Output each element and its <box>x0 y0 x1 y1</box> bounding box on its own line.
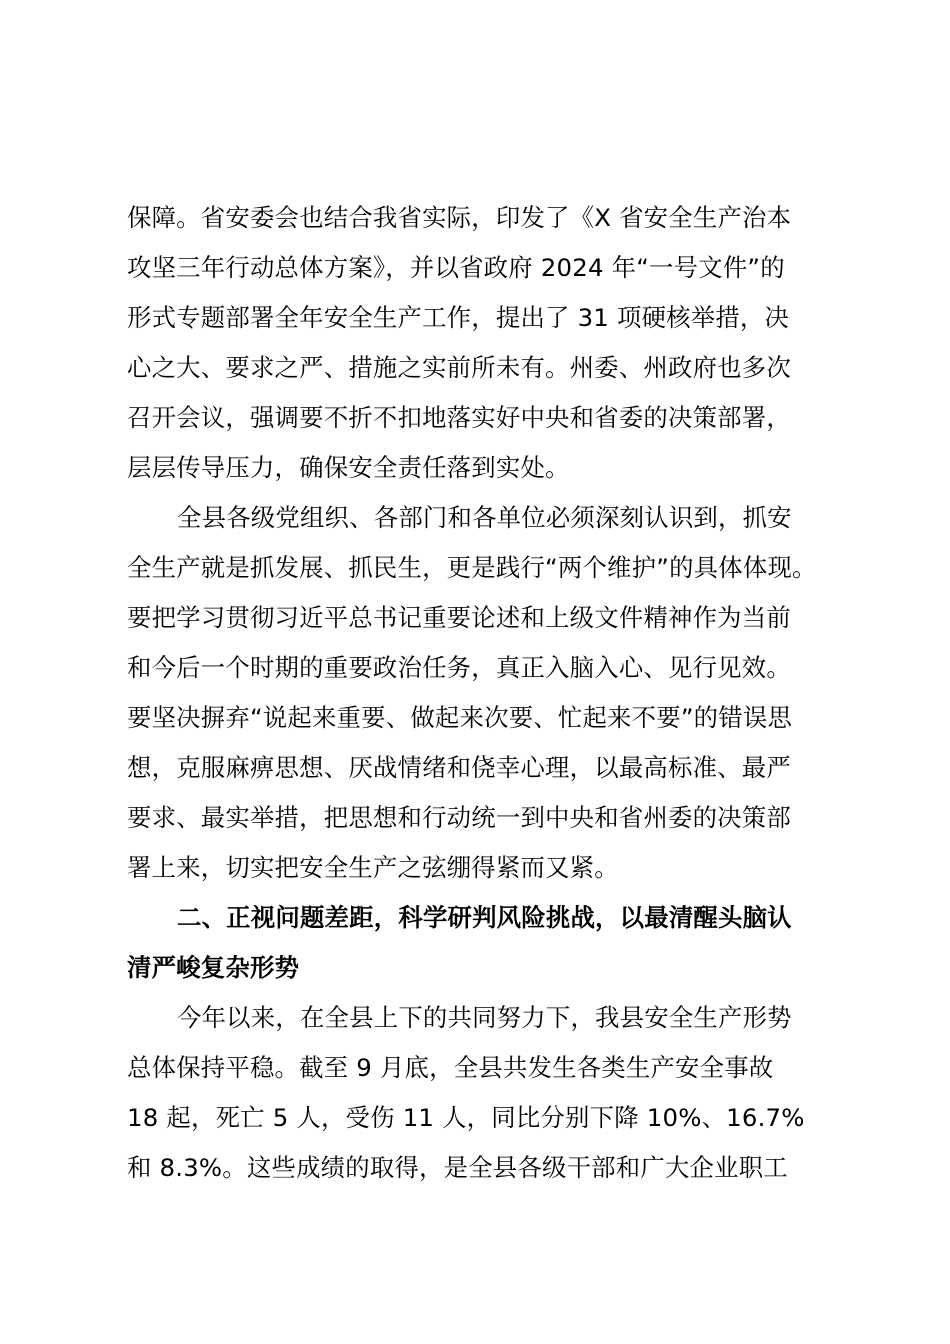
text-line: 全县各级党组织、各部门和各单位必须深刻认识到，抓安 <box>177 503 792 532</box>
text-line: 想，克服麻痹思想、厌战情绪和侥幸心理，以最高标准、最严 <box>127 753 791 782</box>
text-line: 署上来，切实把安全生产之弦绷得紧而又紧。 <box>127 853 619 882</box>
text-line: 和 8.3%。这些成绩的取得，是全县各级干部和广大企业职工 <box>127 1153 788 1182</box>
text-line: 攻坚三年行动总体方案》，并以省政府 2024 年“一号文件”的 <box>127 253 785 282</box>
text-line: 要把学习贯彻习近平总书记重要论述和上级文件精神作为当前 <box>127 603 791 632</box>
heading-line: 二、正视问题差距，科学研判风险挑战，以最清醒头脑认 <box>177 903 792 932</box>
text-line: 和今后一个时期的重要政治任务，真正入脑入心、见行见效。 <box>127 653 791 682</box>
text-line: 保障。省安委会也结合我省实际，印发了《X 省安全生产治本 <box>127 203 792 232</box>
text-line: 层层传导压力，确保安全责任落到实处。 <box>127 453 570 482</box>
section-heading <box>127 893 827 993</box>
text-line: 今年以来，在全县上下的共同努力下，我县安全生产形势 <box>177 1003 792 1032</box>
text-line: 心之大、要求之严、措施之实前所未有。州委、州政府也多次 <box>127 353 791 382</box>
text-line: 总体保持平稳。截至 9 月底，全县共发生各类生产安全事故 <box>127 1053 774 1082</box>
text-line: 形式专题部署全年安全生产工作，提出了 31 项硬核举措，决 <box>127 303 790 332</box>
text-line: 要坚决摒弃“说起来重要、做起来次要、忙起来不要”的错误思 <box>127 703 793 732</box>
text-line: 全生产就是抓发展、抓民生，更是践行“两个维护”的具体体现。 <box>127 553 817 582</box>
text-line: 要求、最实举措，把思想和行动统一到中央和省州委的决策部 <box>127 803 791 832</box>
paragraph-1 <box>127 193 827 493</box>
paragraph-2 <box>127 493 827 893</box>
text-line: 18 起，死亡 5 人，受伤 11 人，同比分别下降 10%、16.7% <box>127 1103 805 1132</box>
heading-line: 清严峻复杂形势 <box>127 953 300 982</box>
paragraph-3 <box>127 993 827 1193</box>
text-line: 召开会议，强调要不折不扣地落实好中央和省委的决策部署， <box>127 403 791 432</box>
document-page <box>127 193 827 1193</box>
